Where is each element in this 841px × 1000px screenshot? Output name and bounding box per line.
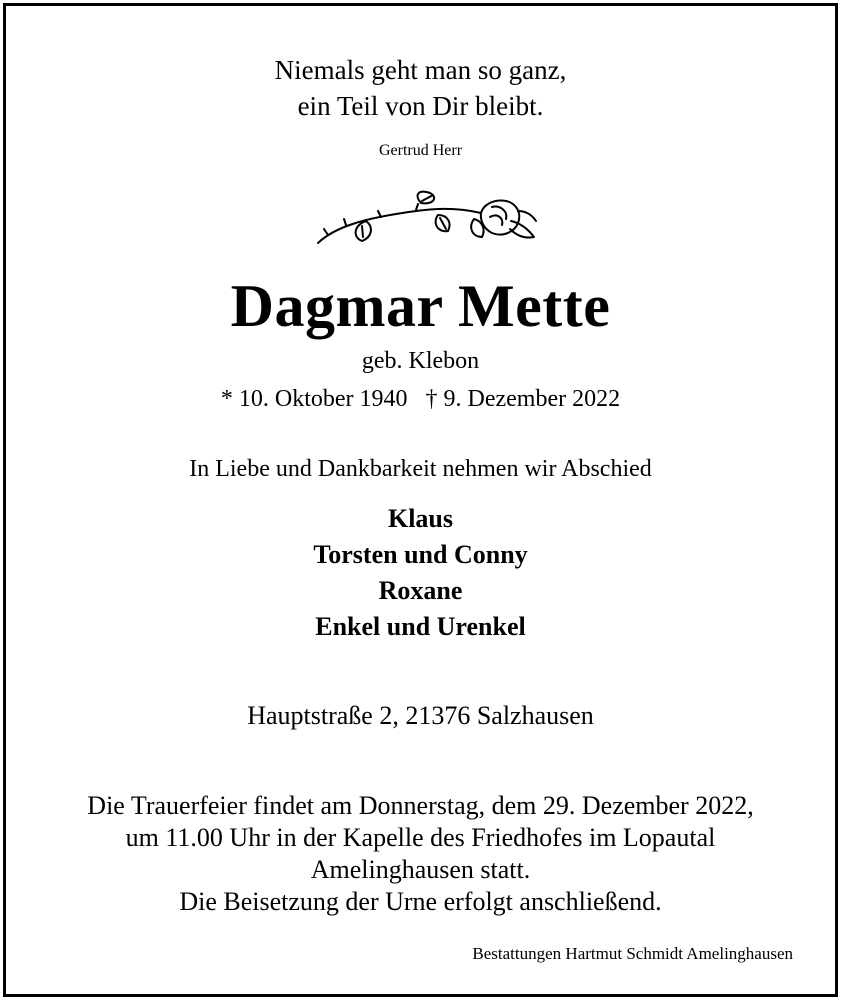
family-member: Klaus [387, 504, 454, 533]
obituary-notice [3, 3, 838, 997]
quote-line-1: Niemals geht man so ganz, [274, 55, 567, 85]
quote-author: Gertrud Herr [378, 142, 463, 159]
service-line: Die Beisetzung der Urne erfolgt anschließend. [179, 887, 662, 916]
service-line: Die Trauerfeier findet am Donnerstag, dem 29. Dezember 2022, [87, 791, 754, 820]
birth-date: * 10. Oktober 1940 [220, 386, 408, 412]
rose-branch-icon [306, 181, 546, 261]
family-member: Torsten und Conny [313, 540, 528, 569]
life-dates [6, 386, 835, 413]
family-member: Enkel und Urenkel [315, 612, 526, 641]
birth-name: geb. Klebon [361, 348, 480, 374]
farewell-text: In Liebe und Dankbarkeit nehmen wir Abschied [189, 456, 652, 482]
death-date: † 9. Dezember 2022 [425, 386, 621, 412]
family-member: Roxane [378, 576, 463, 605]
address: Hauptstraße 2, 21376 Salzhausen [247, 701, 594, 730]
quote-line-2: ein Teil von Dir bleibt. [297, 91, 544, 121]
service-line: um 11.00 Uhr in der Kapelle des Friedhofes im Lopautal [125, 823, 716, 852]
service-line: Amelinghausen statt. [310, 855, 531, 884]
deceased-name: Dagmar Mette [230, 273, 611, 339]
undertaker: Bestattungen Hartmut Schmidt Amelinghausen [472, 944, 793, 963]
